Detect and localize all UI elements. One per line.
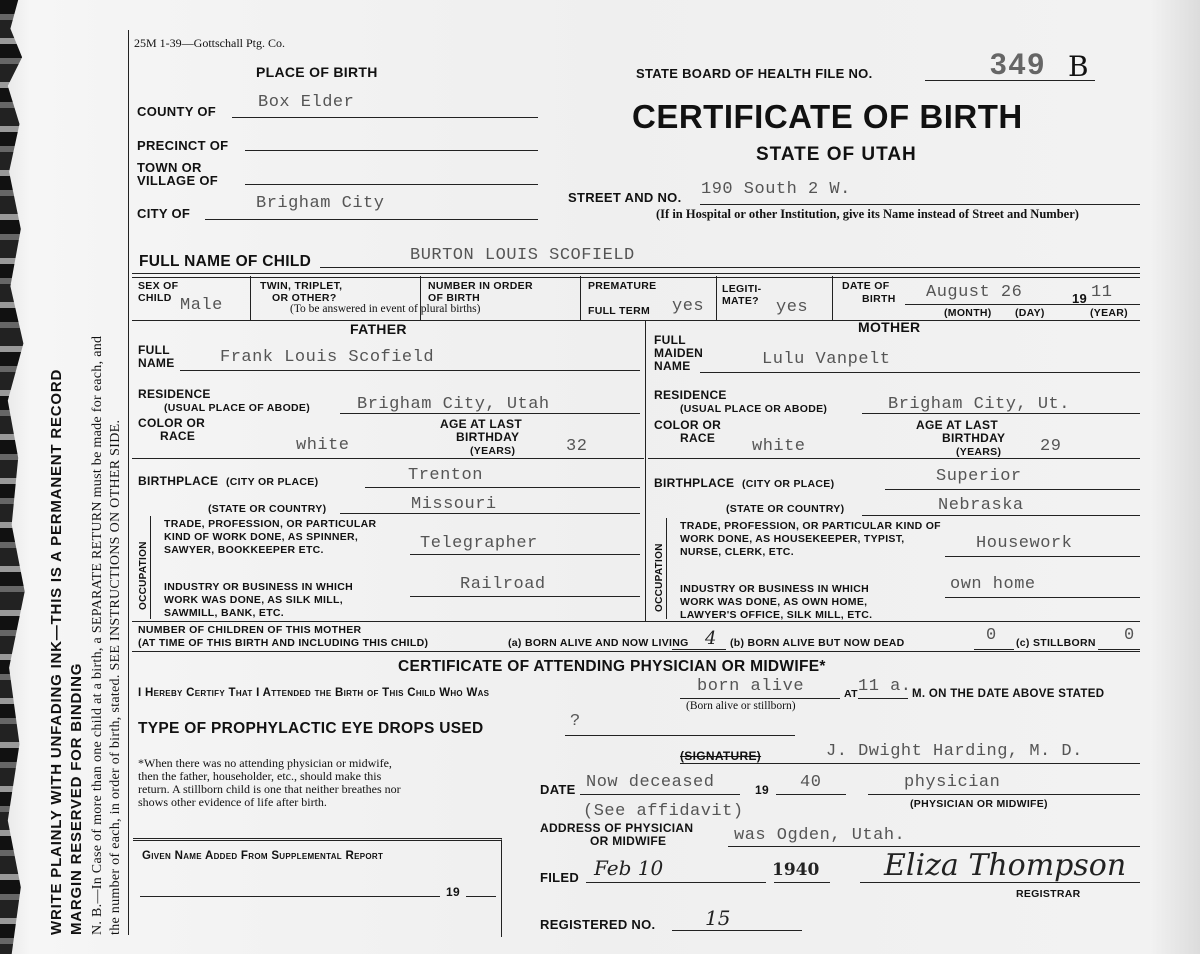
father-heading: FATHER [350, 321, 407, 337]
street-value: 190 South 2 W. [701, 180, 851, 199]
father-color-value: white [296, 436, 350, 455]
affidavit-note: (See affidavit) [583, 802, 744, 821]
stillborn-label: (c) STILLBORN [1016, 637, 1096, 649]
mother-city-place-label: (CITY OR PLACE) [742, 478, 835, 490]
mother-industry-label-2: WORK WAS DONE, AS OWN HOME, [680, 596, 868, 608]
mother-state-label: (STATE OR COUNTRY) [726, 503, 845, 515]
footnote-3: return. A stillborn child is one that neither breathes nor [138, 782, 401, 796]
drops-value: ? [570, 712, 581, 731]
registered-number: 15 [705, 906, 731, 930]
date-year-value: 40 [800, 773, 822, 792]
father-birthplace-label: BIRTHPLACE [138, 474, 219, 488]
plural-note: (To be answered in event of plural births) [290, 303, 481, 315]
file-no-label: STATE BOARD OF HEALTH FILE NO. [636, 66, 873, 81]
father-color-label-1: COLOR OR [138, 416, 206, 430]
certify-text: I Hereby Certify That I Attended the Birth of This Child Who Was [138, 687, 490, 699]
mother-industry-label-3: LAWYER'S OFFICE, SILK MILL, ETC. [680, 609, 873, 621]
father-city-place-label: (CITY OR PLACE) [226, 476, 319, 488]
town-label-1: TOWN OR [137, 160, 202, 175]
margin-binding-text: WRITE PLAINLY WITH UNFADING INK—THIS IS A PERMANENT RECORD [48, 368, 65, 935]
status-value: born alive [697, 677, 805, 696]
mother-trade-label-3: NURSE, CLERK, ETC. [680, 546, 794, 558]
at-label: AT [844, 688, 858, 700]
status-note: (Born alive or stillborn) [686, 700, 796, 712]
legit-label-1: LEGITI- [722, 283, 762, 295]
mother-birth-state: Nebraska [938, 496, 1024, 515]
father-trade-label-2: KIND OF WORK DONE, AS SPINNER, [164, 531, 359, 543]
mother-age-label-1: AGE AT LAST [916, 418, 998, 432]
address-label-1: ADDRESS OF PHYSICIAN [540, 821, 694, 835]
mother-residence-value: Brigham City, Ut. [888, 395, 1070, 414]
signature-value: J. Dwight Harding, M. D. [826, 742, 1083, 761]
father-trade-label-3: SAWYER, BOOKKEEPER ETC. [164, 544, 324, 556]
precinct-label: PRECINCT OF [137, 138, 229, 153]
mother-industry-value: own home [950, 575, 1036, 594]
legitimate-value: yes [776, 298, 809, 317]
order-label-1: NUMBER IN ORDER [428, 280, 533, 292]
father-trade-label-1: TRADE, PROFESSION, OR PARTICULAR [164, 518, 377, 530]
father-age-value: 32 [566, 437, 588, 456]
day-label: (DAY) [1015, 307, 1045, 319]
father-industry-value: Railroad [460, 575, 546, 594]
certificate-title: CERTIFICATE OF BIRTH [632, 98, 1023, 135]
mother-birthplace-label: BIRTHPLACE [654, 476, 735, 490]
address-value: was Ogden, Utah. [734, 826, 906, 845]
order-label-2: OF BIRTH [428, 292, 480, 304]
footnote-1: *When there was no attending physician or midwife, [138, 756, 392, 770]
drops-label: TYPE OF PROPHYLACTIC EYE DROPS USED [138, 720, 484, 737]
mother-full-label-2: MAIDEN [654, 346, 704, 360]
father-color-label-2: RACE [160, 429, 196, 443]
mother-trade-value: Housework [976, 534, 1073, 553]
mother-age-label-2: BIRTHDAY [942, 431, 1006, 445]
father-industry-label-1: INDUSTRY OR BUSINESS IN WHICH [164, 581, 353, 593]
county-label: COUNTY OF [137, 104, 217, 119]
mother-color-label-2: RACE [680, 431, 716, 445]
dead-label: (b) BORN ALIVE BUT NOW DEAD [730, 637, 905, 649]
stillborn-value: 0 [1124, 626, 1135, 645]
sex-value: Male [180, 296, 223, 315]
twin-label-1: TWIN, TRIPLET, [260, 280, 343, 292]
supplemental-year-prefix: 19 [446, 885, 460, 899]
living-value: 4 [705, 628, 717, 649]
child-name-value: BURTON LOUIS SCOFIELD [410, 246, 635, 265]
role-value: physician [904, 773, 1001, 792]
year-label: (YEAR) [1090, 307, 1128, 319]
footnote-4: shows other evidence of life after birth. [138, 795, 327, 809]
signature-label: (SIGNATURE) [680, 749, 762, 763]
county-value: Box Elder [258, 93, 355, 112]
margin-note-1: N. B.—In Case of more than one child at a birth, a SEPARATE RETURN must be made for each, and [90, 335, 105, 935]
file-suffix: B [1068, 50, 1089, 83]
city-label: CITY OF [137, 206, 191, 221]
date-label-1: DATE OF [842, 280, 890, 292]
mother-occupation-side: OCCUPATION [654, 543, 665, 612]
father-full-label-1: FULL [138, 343, 170, 357]
dead-value: 0 [986, 626, 997, 645]
date-label: DATE [540, 782, 576, 797]
certificate-heading: CERTIFICATE OF ATTENDING PHYSICIAN OR MIDWIFE* [398, 658, 826, 675]
time-suffix: M. ON THE DATE ABOVE STATED [912, 688, 1105, 700]
role-label: (PHYSICIAN OR MIDWIFE) [910, 798, 1048, 810]
mother-age-label-3: (YEARS) [956, 446, 1002, 458]
time-value: 11 a. [858, 677, 912, 696]
birth-year-value: 11 [1091, 283, 1113, 302]
father-industry-label-3: SAWMILL, BANK, ETC. [164, 607, 285, 619]
child-name-label: FULL NAME OF CHILD [139, 253, 312, 270]
father-age-label-2: BIRTHDAY [456, 430, 520, 444]
father-age-label-1: AGE AT LAST [440, 417, 522, 431]
mother-trade-label-2: WORK DONE, AS HOUSEKEEPER, TYPIST, [680, 533, 905, 545]
father-state-label: (STATE OR COUNTRY) [208, 503, 327, 515]
father-abode-label: (USUAL PLACE OF ABODE) [164, 402, 311, 414]
mother-trade-label-1: TRADE, PROFESSION, OR PARTICULAR KIND OF [680, 520, 941, 532]
father-residence-value: Brigham City, Utah [357, 395, 550, 414]
date-value: Now deceased [586, 773, 715, 792]
left-border [128, 30, 129, 935]
city-value: Brigham City [256, 194, 385, 213]
children-label-1: NUMBER OF CHILDREN OF THIS MOTHER [138, 624, 362, 636]
date-label-2: BIRTH [862, 293, 896, 305]
father-birth-state: Missouri [411, 495, 497, 514]
mother-age-value: 29 [1040, 437, 1062, 456]
supplemental-label: Given Name Added From Supplemental Report [142, 850, 384, 862]
father-trade-value: Telegrapher [420, 534, 538, 553]
mother-abode-label: (USUAL PLACE OR ABODE) [680, 403, 828, 415]
mother-full-label-3: NAME [654, 359, 691, 373]
margin-reserved-text: MARGIN RESERVED FOR BINDING [68, 662, 85, 935]
premature-label: PREMATURE [588, 280, 657, 292]
full-term-label: FULL TERM [588, 305, 650, 317]
margin-note-2: the number of each, in order of birth, stated. SEE INSTRUCTIONS ON OTHER SIDE. [108, 419, 123, 935]
father-birth-city: Trenton [408, 466, 483, 485]
date-year-prefix: 19 [755, 783, 769, 797]
twin-label-2: OR OTHER? [272, 292, 337, 304]
children-label-2: (AT TIME OF THIS BIRTH AND INCLUDING THIS CHILD) [138, 637, 429, 649]
state-subtitle: STATE OF UTAH [756, 144, 917, 165]
birth-year-prefix: 19 [1072, 291, 1088, 306]
father-age-label-3: (YEARS) [470, 445, 516, 457]
mother-industry-label-1: INDUSTRY OR BUSINESS IN WHICH [680, 583, 869, 595]
sex-label-2: CHILD [138, 292, 172, 304]
printer-mark: 25M 1-39—Gottschall Ptg. Co. [134, 36, 286, 50]
mother-color-value: white [752, 437, 806, 456]
street-label: STREET AND NO. [568, 190, 682, 205]
registrar-label: REGISTRAR [1016, 888, 1081, 900]
father-industry-label-2: WORK WAS DONE, AS SILK MILL, [164, 594, 343, 606]
month-label: (MONTH) [944, 307, 992, 319]
filed-label: FILED [540, 870, 580, 885]
full-term-value: yes [672, 297, 705, 316]
father-residence-label: RESIDENCE [138, 387, 211, 401]
mother-name-value: Lulu Vanpelt [762, 350, 891, 369]
registrar-signature: Eliza Thompson [884, 848, 1127, 883]
registered-label: REGISTERED NO. [540, 917, 656, 932]
father-occupation-side: OCCUPATION [138, 541, 149, 610]
street-note: (If in Hospital or other Institution, give its Name instead of Street and Number) [656, 207, 1079, 221]
address-label-2: OR MIDWIFE [590, 834, 667, 848]
mother-birth-city: Superior [936, 467, 1022, 486]
father-full-label-2: NAME [138, 356, 175, 370]
sex-label-1: SEX OF [138, 280, 179, 292]
place-of-birth-heading: PLACE OF BIRTH [256, 64, 378, 80]
birth-month-day: August 26 [926, 283, 1023, 302]
filed-date: Feb 10 [594, 856, 664, 880]
father-name-value: Frank Louis Scofield [220, 348, 435, 367]
filed-year: 1940 [772, 860, 820, 880]
file-number: 349 [990, 48, 1047, 81]
footnote-2: then the father, householder, etc., should make this [138, 769, 382, 783]
mother-color-label-1: COLOR OR [654, 418, 722, 432]
mother-residence-label: RESIDENCE [654, 388, 727, 402]
living-label: (a) BORN ALIVE AND NOW LIVING [508, 637, 689, 649]
town-label-2: VILLAGE OF [137, 173, 218, 188]
legit-label-2: MATE? [722, 295, 759, 307]
mother-full-label-1: FULL [654, 333, 686, 347]
mother-heading: MOTHER [858, 319, 921, 335]
